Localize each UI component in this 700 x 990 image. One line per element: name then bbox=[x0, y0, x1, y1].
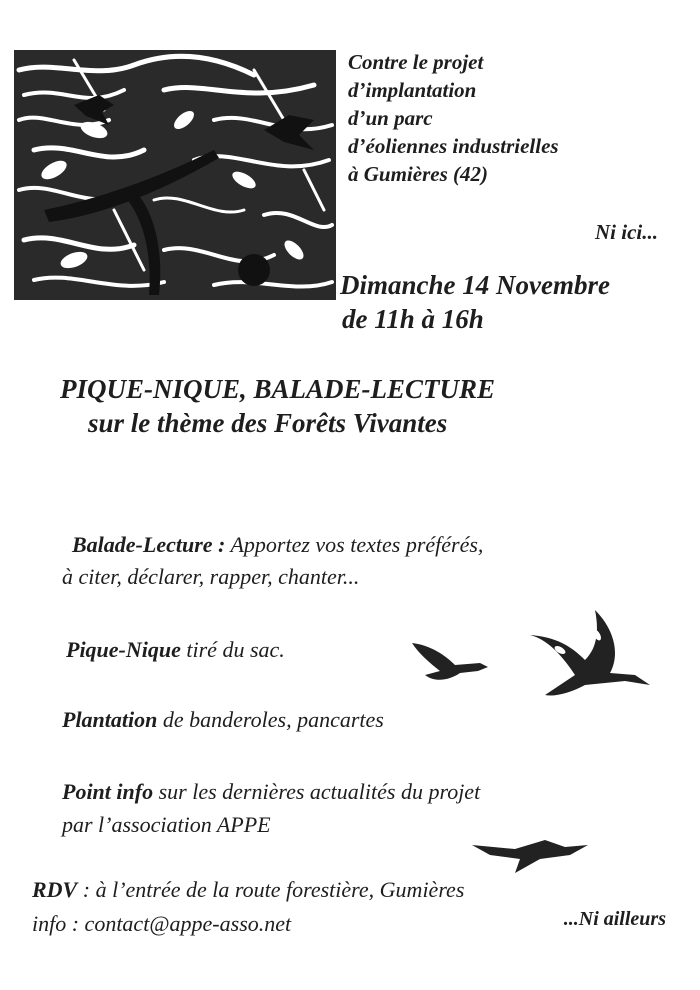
event-date bbox=[340, 268, 610, 336]
headline bbox=[0, 372, 700, 440]
intro-line: d’un parc bbox=[348, 106, 433, 130]
large-bird-illustration bbox=[525, 605, 655, 705]
date-line: Dimanche 14 Novembre bbox=[340, 270, 610, 300]
activity-pique bbox=[66, 636, 285, 664]
activity-info-line2: par l’association APPE bbox=[62, 812, 271, 837]
intro-line: à Gumières (42) bbox=[348, 162, 488, 186]
activity-text: tiré du sac. bbox=[186, 637, 285, 662]
contact-info: info : contact@appe-asso.net bbox=[32, 911, 292, 936]
activity-title: Pique-Nique bbox=[66, 637, 181, 662]
headline-line: PIQUE-NIQUE, BALADE-LECTURE bbox=[60, 374, 496, 404]
rdv-line bbox=[32, 876, 464, 904]
intro-line: Contre le projet bbox=[348, 50, 484, 74]
activity-plantation bbox=[62, 706, 384, 734]
rdv-text: : à l’entrée de la route forestière, Gumières bbox=[82, 877, 465, 902]
activity-title: Balade-Lecture : bbox=[72, 532, 226, 557]
flying-bird-illustration bbox=[470, 835, 590, 880]
intro-text bbox=[348, 48, 559, 188]
intro-line: d’éoliennes industrielles bbox=[348, 134, 559, 158]
woodcut-illustration bbox=[14, 50, 336, 300]
activity-balade bbox=[72, 531, 483, 559]
activity-title: Plantation bbox=[62, 707, 158, 732]
activity-info bbox=[62, 778, 480, 806]
headline-subline: sur le thème des Forêts Vivantes bbox=[88, 408, 448, 438]
small-bird-illustration bbox=[410, 635, 490, 690]
ni-ici-text: Ni ici... bbox=[595, 220, 658, 244]
activity-balade-line2: à citer, déclarer, rapper, chanter... bbox=[62, 564, 360, 589]
intro-line: d’implantation bbox=[348, 78, 477, 102]
activity-title: Point info bbox=[62, 779, 154, 804]
rdv-label: RDV bbox=[32, 877, 78, 902]
time-line: de 11h à 16h bbox=[342, 304, 484, 334]
activity-text: Apportez vos textes préférés, bbox=[230, 532, 484, 557]
activity-text: sur les dernières actualités du projet bbox=[158, 779, 481, 804]
activity-text: de banderoles, pancartes bbox=[162, 707, 384, 732]
ni-ailleurs-text: ...Ni ailleurs bbox=[563, 908, 666, 930]
